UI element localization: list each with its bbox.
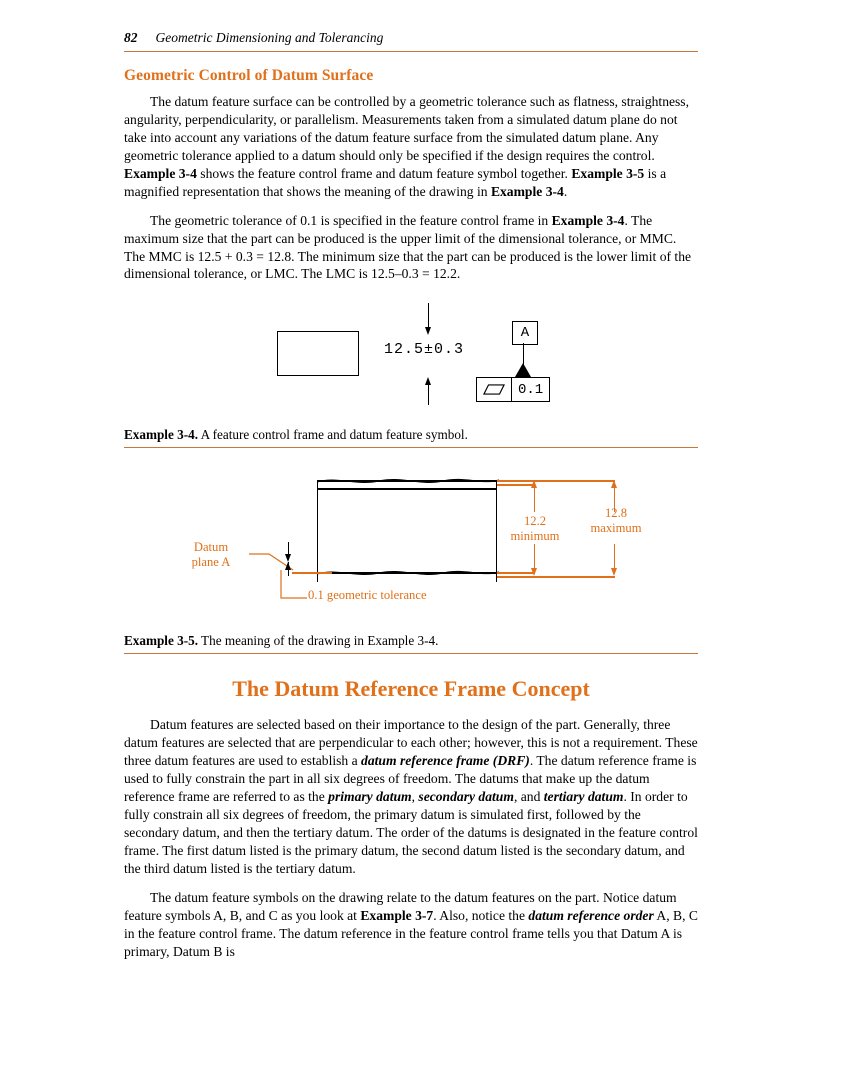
section-heading: Geometric Control of Datum Surface	[124, 67, 374, 84]
caption-rule-1	[124, 447, 698, 448]
ref-example-3-4: Example 3-4	[551, 212, 625, 228]
text-run: . Also, notice the	[433, 907, 529, 923]
caption-text: A feature control frame and datum feature symbol.	[198, 427, 468, 443]
paragraph-drf-1	[124, 716, 698, 877]
datum-plane-label-line2: plane A	[191, 555, 231, 570]
dimension-line-top	[428, 303, 429, 329]
min-dim-ext-bottom	[497, 572, 535, 573]
running-title: Geometric Dimensioning and Tolerancing	[155, 30, 384, 45]
min-dim-line-top	[534, 484, 535, 512]
flatness-symbol-cell	[477, 378, 511, 401]
text-run: shows the feature control frame and datum feature symbol together.	[196, 165, 572, 181]
running-head	[124, 30, 698, 51]
text-run: . The maximum size that the part can be produced is the upper limit of the dimensional tolerance, or MMC. The MMC is 12.5 + 0.3 = 12.8. The minimum size that the part can be produced is the lower limit of the dimensional tolerance, or LMC. The LMC is 12.5–0.3 = 12.2.	[124, 212, 692, 282]
break-line-bottom-icon	[317, 566, 499, 580]
term-primary-datum: primary datum	[328, 789, 412, 805]
feature-control-frame	[476, 377, 550, 402]
term-drf: datum reference frame (DRF)	[361, 753, 530, 769]
tolerance-value-cell: 0.1	[511, 378, 549, 401]
min-dim-word: minimum	[510, 529, 560, 544]
part-top-line-inner	[317, 488, 497, 489]
caption-rule-2	[124, 653, 698, 654]
geometric-tolerance-leader-icon	[279, 570, 309, 602]
part-rectangle	[277, 331, 359, 376]
datum-plane-label-line1: Datum	[193, 540, 229, 555]
term-secondary-datum: secondary datum	[418, 789, 514, 805]
text-run: is a magnified representation that shows the meaning of the drawing in	[124, 165, 667, 199]
ref-example-3-5: Example 3-5	[571, 165, 645, 181]
paragraph-geometric-control-1	[124, 93, 698, 201]
ref-example-3-4: Example 3-4	[124, 165, 197, 181]
text-run: Datum features are selected based on their importance to the design of the part. Generally, three datum features are selected that are perpendicular to each other; however, this is not a requirement. These three datum features are used to establish a	[124, 717, 698, 769]
paragraph-drf-2	[124, 889, 698, 961]
term-tertiary-datum: tertiary datum	[543, 789, 624, 805]
drf-section-heading: The Datum Reference Frame Concept	[232, 676, 590, 702]
text-run: , and	[513, 789, 544, 805]
text-run: .	[563, 183, 568, 199]
text-run: ,	[411, 789, 419, 805]
max-dim-arrow-bottom	[611, 568, 617, 576]
flatness-icon	[483, 384, 505, 395]
text-run: . The datum reference frame is used to fully constrain the part in all six degrees of freedom. The datums that make up the datum reference frame are referred to as the	[124, 753, 697, 805]
figure-example-3-5	[124, 462, 698, 627]
dimension-value: 12.5±0.3	[384, 341, 465, 359]
ref-example-3-7: Example 3-7	[360, 907, 434, 923]
figure-example-3-4	[124, 301, 698, 421]
header-rule	[124, 51, 698, 52]
caption-example-3-4	[124, 427, 698, 443]
caption-label: Example 3-4.	[124, 427, 198, 443]
datum-feature-symbol-box: A	[512, 321, 538, 345]
text-run: The datum feature symbols on the drawing relate to the datum features on the part. Notice datum feature symbols A, B, and C as you look at	[124, 889, 677, 923]
text-run: A, B, C in the feature control frame. The datum reference in the feature control frame tells you that Datum A is primary, Datum B is	[124, 907, 698, 959]
geometric-tolerance-label: 0.1 geometric tolerance	[308, 588, 427, 603]
datum-leader-line	[523, 343, 524, 365]
dimension-line-bottom	[428, 383, 429, 405]
datum-triangle-icon	[515, 363, 531, 377]
page-content	[124, 30, 698, 972]
term-datum-reference-order: datum reference order	[528, 907, 654, 923]
min-dim-label	[502, 514, 568, 544]
max-dim-word: maximum	[590, 521, 642, 536]
max-dim-ext-top	[497, 480, 615, 481]
text-run: . In order to fully constrain all six degrees of freedom, the primary datum is simulated first, followed by the secondary datum, and then the tertiary datum. The order of the datums is designated in the feature control frame. The first datum listed is the primary datum, the second datum listed is the secondary datum, and the third datum listed is the tertiary datum.	[124, 789, 698, 876]
max-dim-value: 12.8	[604, 506, 628, 521]
min-dim-value: 12.2	[523, 514, 547, 529]
tolerance-zone-arrow-bottom	[285, 562, 291, 570]
dimension-arrow-top	[425, 327, 431, 335]
max-dim-ext-bottom	[497, 576, 615, 577]
max-dim-label	[579, 506, 653, 536]
min-dim-ext-top	[497, 484, 535, 485]
caption-text: The meaning of the drawing in Example 3-4.	[198, 633, 439, 649]
dimension-arrow-bottom	[425, 377, 431, 385]
text-run: The geometric tolerance of 0.1 is specified in the feature control frame in	[150, 212, 552, 228]
paragraph-geometric-control-2	[124, 212, 698, 284]
ref-example-3-4: Example 3-4	[490, 183, 564, 199]
caption-example-3-5	[124, 633, 698, 649]
tolerance-zone-arrow-top	[285, 554, 291, 562]
datum-plane-label	[172, 540, 250, 570]
page-number: 82	[124, 30, 138, 45]
text-run: The datum feature surface can be controlled by a geometric tolerance such as flatness, straightness, angularity, perpendicularity, or parallelism. Measurements taken from a simulated datum plane do not take into account any variations of the datum feature surface from the simulated datum plane. Any geometric tolerance applied to a datum should only be specified if the design requires the control.	[124, 94, 689, 163]
caption-label: Example 3-5.	[124, 633, 198, 649]
break-line-top-icon	[317, 474, 499, 488]
